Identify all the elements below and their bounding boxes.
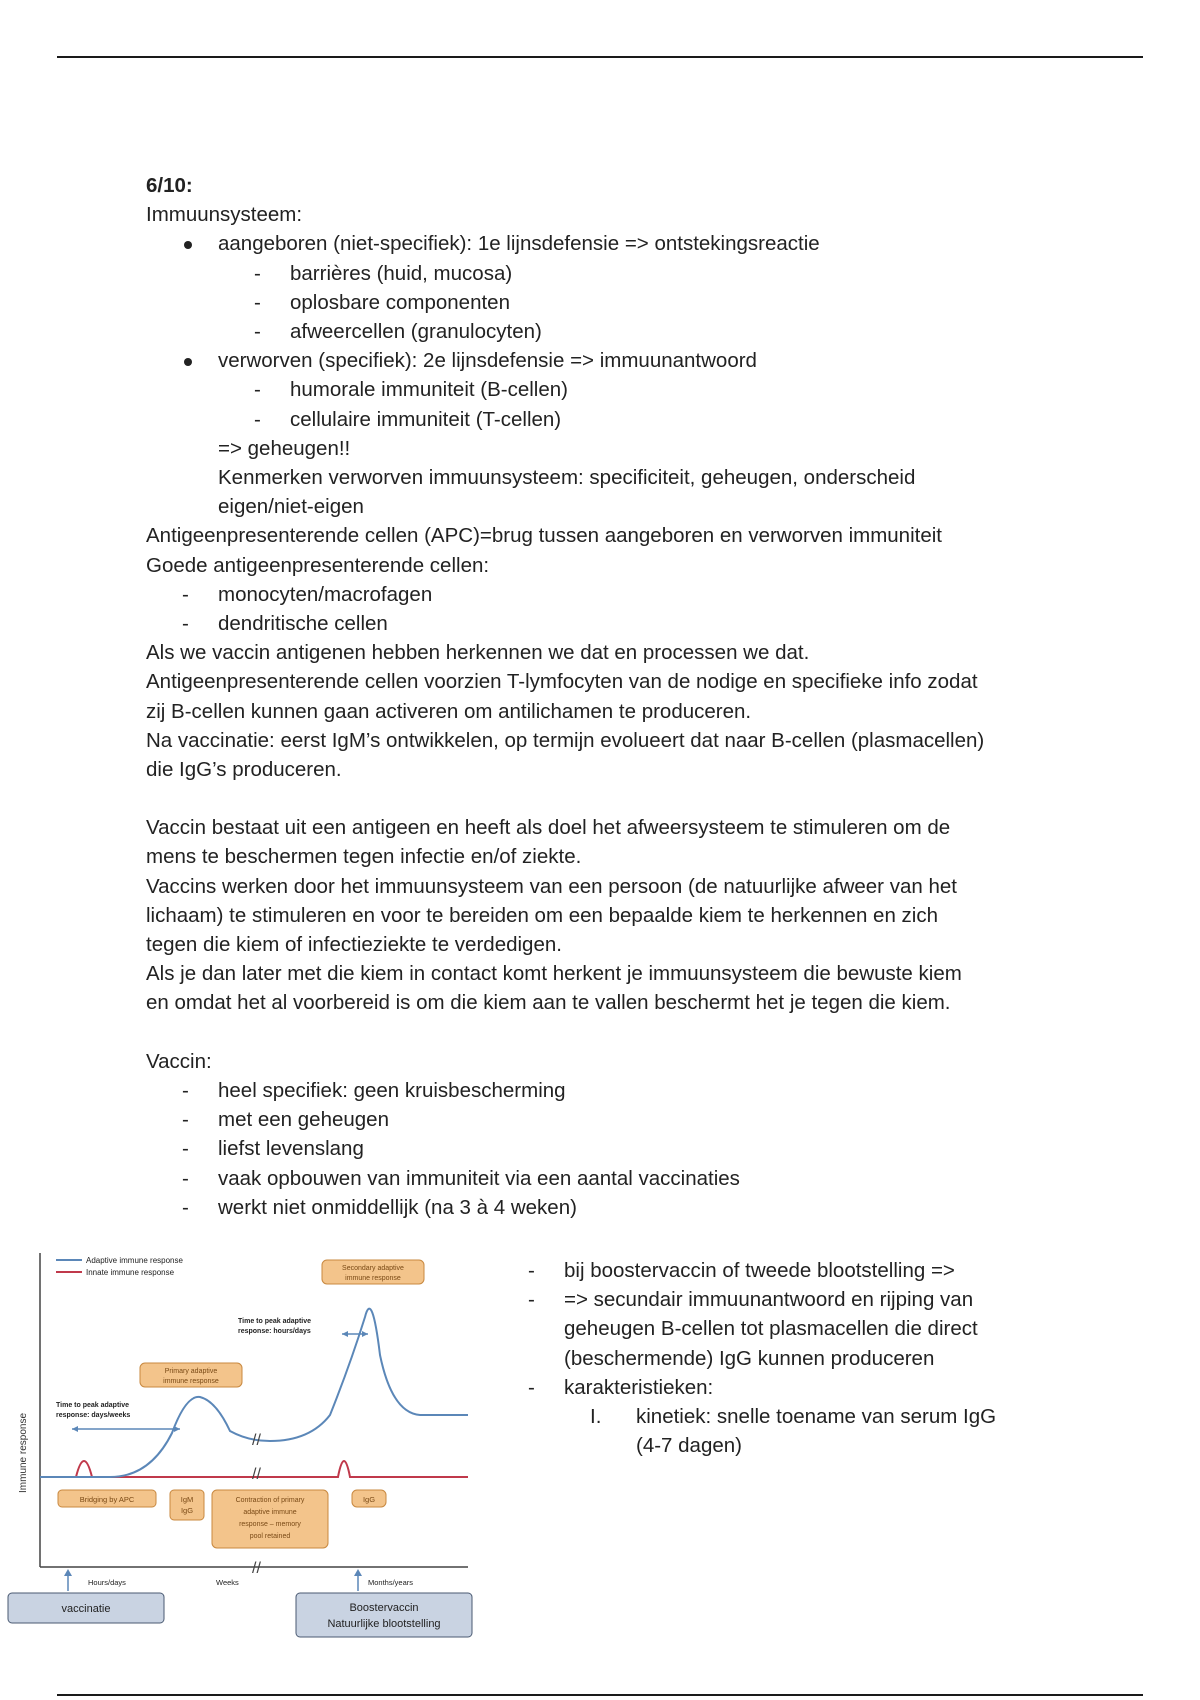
roman-list-item: I. kinetiek: snelle toename van serum IgG	[590, 1405, 997, 1429]
contraction-label: Contraction of primary	[235, 1497, 305, 1504]
date-heading: 6/10:	[146, 174, 193, 197]
roman-list-item-cont: (4-7 dagen)	[636, 1434, 742, 1458]
igg-box-label: IgG	[362, 1495, 376, 1504]
primary-response-label: immune response	[163, 1378, 219, 1385]
list-item: - werkt niet onmiddellijk (na 3 à 4 weken)	[182, 1195, 577, 1219]
arrowhead-icon	[354, 1569, 362, 1576]
legend-innate-label: Innate immune response	[86, 1268, 175, 1277]
list-item: - oplosbare componenten	[254, 290, 510, 314]
primary-response-label: Primary adaptive	[164, 1368, 218, 1375]
immuun-title: Immuunsysteem:	[146, 203, 303, 227]
bullet-icon	[184, 358, 192, 366]
list-item: - bij boostervaccin of tweede blootstelling =>	[528, 1259, 955, 1282]
vaccin-title: Vaccin:	[146, 1049, 212, 1073]
list-item-verworven: verworven (specifiek): 2e lijnsdefensie => immuunantwoord	[146, 346, 1106, 375]
geheugen-note: => geheugen!!	[218, 436, 351, 460]
list-item: - liefst levenslang	[182, 1137, 364, 1161]
list-item: - heel specifiek: geen kruisbescherming	[182, 1078, 566, 1102]
notes-body	[146, 171, 1106, 1222]
immune-response-diagram	[0, 1245, 480, 1645]
bullet-icon	[184, 241, 192, 249]
paragraph-line: Als je dan later met die kiem in contact komt herkent je immuunsysteem die bewuste kiem	[146, 962, 962, 986]
time-peak-secondary-label: response: hours/days	[238, 1328, 311, 1335]
legend-adaptive-label: Adaptive immune response	[86, 1256, 183, 1265]
paragraph-line: lichaam) te stimuleren en voor te bereiden om een bepaalde kiem te herkennen en zich	[146, 903, 938, 927]
tick-hours-label: Hours/days	[88, 1578, 126, 1587]
list-item: - dendritische cellen	[182, 612, 388, 636]
paragraph-line: zij B-cellen kunnen gaan activeren om antilichamen te produceren.	[146, 699, 752, 723]
paragraph-line: die IgG’s produceren.	[146, 758, 342, 782]
list-item-aangeboren: aangeboren (niet-specifiek): 1e lijnsdefensie => ontstekingsreactie	[146, 229, 1106, 258]
list-item: - met een geheugen	[182, 1108, 389, 1132]
apc-line: Antigeenpresenterende cellen (APC)=brug tussen aangeboren en verworven immuniteit	[146, 524, 942, 548]
booster-label: Natuurlijke blootstelling	[327, 1618, 441, 1630]
tick-months-label: Months/years	[368, 1578, 414, 1587]
paragraph-line: en omdat het al voorbereid is om die kiem aan te vallen beschermt het je tegen die kiem.	[146, 991, 951, 1015]
time-peak-primary-label: response: days/weeks	[56, 1412, 131, 1419]
list-item-cont: geheugen B-cellen tot plasmacellen die direct	[564, 1317, 978, 1341]
paragraph-line: Antigeenpresenterende cellen voorzien T-lymfocyten van de nodige en specifieke info zodat	[146, 670, 978, 694]
list-item: - barrières (huid, mucosa)	[254, 261, 513, 285]
booster-box	[296, 1593, 472, 1637]
arrowhead-icon	[342, 1331, 348, 1337]
apc-bridging-label: Bridging by APC	[79, 1495, 135, 1504]
secondary-response-label: immune response	[345, 1275, 401, 1282]
paragraph-line: Vaccin bestaat uit een antigeen en heeft als doel het afweersysteem te stimuleren om de	[146, 816, 951, 840]
arrowhead-icon	[64, 1569, 72, 1576]
list-item: - humorale immuniteit (B-cellen)	[254, 378, 568, 402]
paragraph-line: Na vaccinatie: eerst IgM’s ontwikkelen, op termijn evolueert dat naar B-cellen (plasmacellen)	[146, 728, 985, 752]
arrowhead-icon	[362, 1331, 368, 1337]
paragraph-line: Vaccins werken door het immuunsysteem van een persoon (de natuurlijke afweer van het	[146, 874, 957, 898]
paragraph-line: tegen die kiem of infectieziekte te verdedigen.	[146, 933, 562, 957]
contraction-label: pool retained	[249, 1533, 291, 1540]
arrowhead-icon	[72, 1426, 78, 1432]
break-mark: //	[252, 1466, 261, 1483]
booster-label: Boostervaccin	[349, 1602, 419, 1614]
list-item: - karakteristieken:	[528, 1375, 714, 1399]
time-peak-secondary-label: Time to peak adaptive	[238, 1318, 312, 1325]
igm-label: IgM	[180, 1495, 194, 1504]
list-item: - monocyten/macrofagen	[182, 582, 433, 606]
secondary-response-label: Secondary adaptive	[342, 1265, 404, 1272]
break-mark: //	[252, 1432, 261, 1449]
list-item: - afweercellen (granulocyten)	[254, 320, 542, 344]
arrowhead-icon	[174, 1426, 180, 1432]
list-item: - => secundair immuunantwoord en rijping van	[528, 1288, 974, 1312]
kenmerken-line-2: eigen/niet-eigen	[218, 495, 364, 519]
time-peak-primary-label: Time to peak adaptive	[56, 1402, 130, 1409]
goede-apc-line: Goede antigeenpresenterende cellen:	[146, 553, 490, 577]
list-item: - cellulaire immuniteit (T-cellen)	[254, 407, 562, 431]
contraction-label: response – memory	[239, 1521, 301, 1528]
booster-notes	[528, 1256, 1088, 1460]
igg-label: IgG	[180, 1506, 194, 1515]
bottom-rule	[57, 1694, 1143, 1696]
paragraph-line: mens te beschermen tegen infectie en/of ziekte.	[146, 845, 582, 869]
vaccinatie-label: vaccinatie	[61, 1603, 111, 1615]
list-item: - vaak opbouwen van immuniteit via een aantal vaccinaties	[182, 1166, 740, 1190]
break-mark: //	[252, 1560, 261, 1577]
top-rule	[57, 56, 1143, 58]
y-axis-label: Immune response	[18, 1412, 29, 1493]
paragraph-line: Als we vaccin antigenen hebben herkennen we dat en processen we dat.	[146, 641, 810, 665]
contraction-label: adaptive immune	[243, 1509, 297, 1516]
kenmerken-line-1: Kenmerken verworven immuunsysteem: specificiteit, geheugen, onderscheid	[218, 466, 916, 490]
list-item-cont: (beschermende) IgG kunnen produceren	[564, 1346, 935, 1370]
tick-weeks-label: Weeks	[216, 1578, 239, 1587]
